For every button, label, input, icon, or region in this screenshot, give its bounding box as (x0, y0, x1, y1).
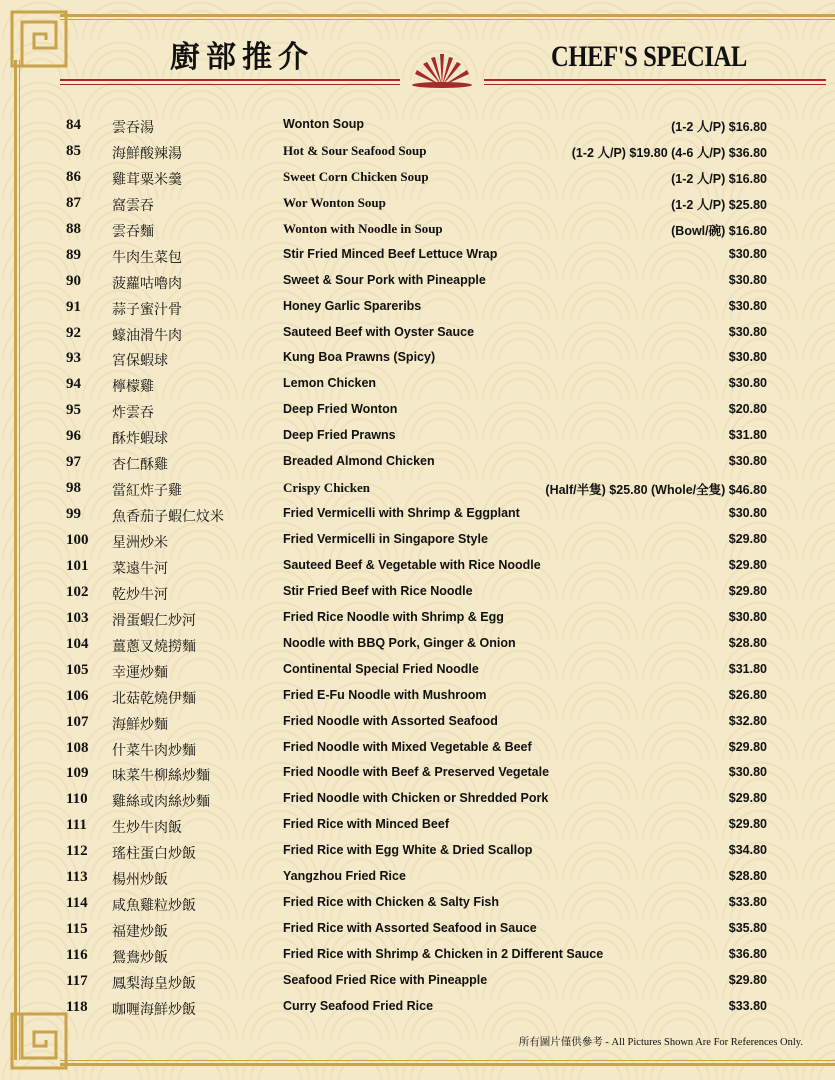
menu-item-chinese-name: 福建炒飯 (112, 924, 168, 941)
menu-item-row (0, 528, 835, 554)
menu-item-price: $29.80 (728, 739, 767, 754)
menu-item-row (0, 761, 835, 787)
menu-item-row (0, 736, 835, 762)
menu-item-price: $30.80 (728, 765, 767, 780)
menu-item-price: $29.80 (728, 532, 767, 546)
menu-item-row (0, 865, 835, 891)
menu-item-english-name: Breaded Almond Chicken (283, 454, 435, 469)
menu-item-chinese-name: 檸檬雞 (112, 379, 154, 396)
menu-item-price: $30.80 (728, 350, 767, 365)
menu-item-price: $30.80 (728, 246, 767, 261)
menu-item-price: $30.80 (728, 272, 767, 287)
menu-item-english-name: Sauteed Beef & Vegetable with Rice Noodle (283, 557, 541, 572)
menu-item-english-name: Curry Seafood Fried Rice (283, 998, 434, 1013)
menu-item-row (0, 606, 835, 632)
menu-item-price: $30.80 (728, 454, 767, 469)
menu-item-price: $26.80 (728, 687, 767, 702)
menu-item-english-name: Noodle with BBQ Pork, Ginger & Onion (283, 635, 516, 650)
menu-item-number: 94 (66, 376, 81, 393)
frame-border-bottom (60, 1063, 835, 1066)
menu-item-number: 111 (66, 817, 87, 834)
menu-item-english-name: Fried Rice with Shrimp & Chicken in 2 Different Sauce (283, 947, 604, 961)
menu-item-english-name: Fried Noodle with Assorted Seafood (283, 713, 498, 728)
menu-item-english-name: Wonton Soup (283, 117, 364, 131)
menu-item-price: (1-2 人/P) $16.80 (671, 171, 767, 186)
menu-item-number: 105 (66, 661, 89, 678)
menu-item-number: 88 (66, 220, 81, 237)
menu-item-price: $29.80 (728, 817, 767, 832)
menu-item-english-name: Kung Boa Prawns (Spicy) (283, 350, 436, 365)
menu-item-price: $32.80 (728, 713, 767, 728)
menu-item-number: 86 (66, 168, 81, 185)
menu-list (0, 113, 835, 1021)
menu-item-english-name: Fried Rice with Minced Beef (283, 817, 450, 832)
menu-item-chinese-name: 宮保蝦球 (112, 353, 168, 370)
menu-item-number: 117 (66, 972, 88, 989)
menu-item-chinese-name: 海鮮酸辣湯 (112, 145, 182, 162)
menu-item-price: $30.80 (728, 298, 767, 313)
menu-item-english-name: Continental Special Fried Noodle (283, 661, 479, 676)
menu-item-chinese-name: 鳳梨海皇炒飯 (112, 975, 196, 992)
page-title-english: CHEF'S SPECIAL (551, 40, 747, 73)
frame-border-top-inner (60, 19, 835, 20)
menu-item-number: 115 (66, 921, 88, 938)
menu-item-row (0, 684, 835, 710)
menu-item-price: $36.80 (728, 947, 767, 961)
menu-item-english-name: Fried E-Fu Noodle with Mushroom (283, 687, 487, 702)
menu-item-chinese-name: 菠蘿咕嚕肉 (112, 275, 182, 292)
frame-border-top (60, 14, 835, 17)
header-divider-right (484, 79, 826, 81)
menu-item-price: (1-2 人/P) $19.80 (4-6 人/P) $36.80 (571, 145, 767, 160)
menu-item-chinese-name: 咸魚雞粒炒飯 (112, 898, 196, 915)
menu-item-row (0, 191, 835, 217)
menu-item-number: 102 (66, 583, 89, 600)
menu-item-row (0, 450, 835, 476)
menu-item-chinese-name: 星洲炒米 (112, 535, 168, 551)
menu-item-english-name: Yangzhou Fried Rice (283, 869, 406, 884)
menu-item-price: $35.80 (728, 921, 767, 936)
menu-item-number: 85 (66, 142, 81, 159)
menu-item-row (0, 295, 835, 321)
menu-item-price: $29.80 (728, 557, 767, 572)
menu-item-row (0, 346, 835, 372)
menu-item-number: 113 (66, 869, 88, 886)
menu-item-number: 109 (66, 765, 89, 782)
menu-item-chinese-name: 楊州炒飯 (112, 872, 168, 889)
menu-item-number: 108 (66, 739, 89, 756)
menu-item-row (0, 139, 835, 165)
menu-item-english-name: Deep Fried Wonton (283, 402, 398, 417)
menu-item-english-name: Stir Fried Beef with Rice Noodle (283, 583, 473, 598)
menu-item-chinese-name: 生炒牛肉飯 (112, 820, 182, 837)
menu-item-row (0, 165, 835, 191)
menu-item-number: 100 (66, 532, 89, 548)
menu-item-price: (1-2 人/P) $25.80 (671, 197, 767, 212)
menu-item-number: 87 (66, 194, 81, 211)
menu-item-chinese-name: 酥炸蝦球 (112, 431, 168, 448)
menu-item-price: (Half/半隻) $25.80 (Whole/全隻) $46.80 (545, 483, 767, 498)
menu-item-row (0, 969, 835, 995)
menu-item-chinese-name: 雲吞麵 (112, 223, 154, 240)
menu-item-english-name: Fried Noodle with Beef & Preserved Vegetale (283, 765, 550, 780)
menu-item-english-name: Fried Rice with Assorted Seafood in Sauce (283, 921, 537, 936)
menu-item-row (0, 580, 835, 606)
menu-item-number: 104 (66, 635, 89, 652)
menu-item-number: 112 (66, 843, 88, 860)
menu-item-number: 103 (66, 609, 89, 626)
menu-item-row (0, 995, 835, 1021)
menu-item-english-name: Deep Fried Prawns (283, 428, 396, 443)
menu-item-chinese-name: 幸運炒麵 (112, 664, 168, 681)
menu-item-english-name: Sweet & Sour Pork with Pineapple (283, 272, 486, 287)
menu-item-chinese-name: 雲吞湯 (112, 120, 154, 136)
menu-item-price: $30.80 (728, 609, 767, 624)
menu-item-price: $29.80 (728, 583, 767, 598)
menu-item-row (0, 243, 835, 269)
menu-item-number: 98 (66, 480, 81, 497)
menu-item-number: 118 (66, 998, 88, 1015)
menu-item-number: 89 (66, 246, 81, 263)
menu-item-english-name: Seafood Fried Rice with Pineapple (283, 972, 488, 987)
menu-item-chinese-name: 蠔油滑牛肉 (112, 327, 182, 344)
menu-item-english-name: Fried Noodle with Mixed Vegetable & Beef (283, 739, 532, 754)
menu-item-english-name: Fried Vermicelli with Shrimp & Eggplant (283, 506, 520, 521)
menu-item-english-name: Fried Rice with Chicken & Salty Fish (283, 895, 500, 910)
menu-item-chinese-name: 味菜牛柳絲炒麵 (112, 768, 210, 785)
menu-item-price: (1-2 人/P) $16.80 (671, 120, 767, 134)
menu-item-row (0, 113, 835, 139)
fret-corner-ornament-top-left (8, 8, 70, 70)
menu-item-english-name: Honey Garlic Spareribs (283, 298, 422, 313)
menu-item-chinese-name: 什菜牛肉炒麵 (112, 742, 196, 759)
menu-item-row (0, 917, 835, 943)
menu-item-number: 91 (66, 298, 81, 315)
menu-item-row (0, 321, 835, 347)
menu-item-price: $31.80 (728, 661, 767, 676)
menu-item-row (0, 891, 835, 917)
menu-item-number: 99 (66, 506, 81, 523)
menu-item-row (0, 398, 835, 424)
menu-item-english-name: Fried Noodle with Chicken or Shredded Pork (283, 791, 549, 806)
menu-item-row (0, 424, 835, 450)
menu-item-number: 93 (66, 350, 81, 367)
menu-item-chinese-name: 海鮮炒麵 (112, 716, 168, 733)
menu-item-english-name: Stir Fried Minced Beef Lettuce Wrap (283, 246, 498, 261)
menu-item-english-name: Fried Rice Noodle with Shrimp & Egg (283, 609, 504, 624)
menu-item-number: 106 (66, 687, 89, 704)
menu-item-number: 110 (66, 791, 88, 808)
menu-item-chinese-name: 菜遠牛河 (112, 560, 168, 577)
menu-item-row (0, 813, 835, 839)
frame-border-bottom-inner (60, 1060, 835, 1061)
menu-item-price: $20.80 (728, 402, 767, 417)
menu-item-english-name: Fried Rice with Egg White & Dried Scallop (283, 843, 533, 858)
menu-item-chinese-name: 薑蔥叉燒撈麵 (112, 638, 196, 655)
menu-item-english-name: Hot & Sour Seafood Soup (283, 142, 427, 158)
menu-item-number: 101 (66, 557, 89, 574)
header-divider-right-thin (484, 84, 826, 85)
menu-item-chinese-name: 北菇乾燒伊麵 (112, 690, 196, 707)
menu-item-row (0, 554, 835, 580)
menu-item-chinese-name: 牛肉生菜包 (112, 249, 182, 266)
menu-item-price: $34.80 (728, 843, 767, 858)
menu-item-chinese-name: 滑蛋蝦仁炒河 (112, 612, 196, 629)
menu-item-number: 90 (66, 272, 81, 289)
menu-item-chinese-name: 雞絲或肉絲炒麵 (112, 794, 210, 811)
menu-item-chinese-name: 瑤柱蛋白炒飯 (112, 846, 196, 863)
menu-item-row (0, 476, 835, 502)
menu-item-price: $29.80 (728, 972, 767, 987)
menu-item-chinese-name: 杏仁酥雞 (112, 457, 168, 474)
menu-item-chinese-name: 當紅炸子雞 (112, 483, 182, 500)
menu-item-chinese-name: 乾炒牛河 (112, 586, 168, 603)
menu-item-chinese-name: 雞茸粟米羹 (112, 171, 182, 188)
menu-item-row (0, 502, 835, 528)
menu-item-english-name: Fried Vermicelli in Singapore Style (283, 532, 488, 546)
menu-item-row (0, 839, 835, 865)
menu-item-price: $33.80 (728, 895, 767, 910)
menu-item-price: $28.80 (728, 869, 767, 884)
menu-item-chinese-name: 魚香茄子蝦仁炆米 (112, 509, 224, 526)
menu-item-number: 84 (66, 117, 81, 133)
menu-item-price: $30.80 (728, 324, 767, 339)
menu-item-row (0, 217, 835, 243)
menu-item-price: $31.80 (728, 428, 767, 443)
menu-item-price: $30.80 (728, 506, 767, 521)
menu-item-english-name: Wonton with Noodle in Soup (283, 220, 443, 236)
menu-item-row (0, 658, 835, 684)
page-title-chinese: 廚部推介 (170, 40, 314, 75)
menu-item-row (0, 372, 835, 398)
menu-item-number: 95 (66, 402, 81, 419)
menu-item-chinese-name: 咖喱海鮮炒飯 (112, 1001, 196, 1018)
menu-item-row (0, 943, 835, 969)
menu-item-price: $28.80 (728, 635, 767, 650)
menu-item-english-name: Sweet Corn Chicken Soup (283, 168, 429, 184)
menu-item-chinese-name: 鴛鴦炒飯 (112, 950, 168, 966)
menu-item-number: 116 (66, 947, 88, 963)
menu-item-price: (Bowl/碗) $16.80 (671, 223, 767, 238)
menu-item-row (0, 269, 835, 295)
menu-item-price: $33.80 (728, 998, 767, 1013)
menu-item-chinese-name: 窩雲吞 (112, 197, 154, 214)
menu-item-english-name: Lemon Chicken (283, 376, 377, 391)
menu-item-row (0, 787, 835, 813)
menu-item-price: $30.80 (728, 376, 767, 391)
menu-item-number: 114 (66, 895, 88, 912)
menu-item-price: $29.80 (728, 791, 767, 806)
menu-item-english-name: Wor Wonton Soup (283, 194, 386, 210)
menu-item-row (0, 632, 835, 658)
menu-item-chinese-name: 蒜子蜜汁骨 (112, 301, 182, 318)
menu-item-chinese-name: 炸雲吞 (112, 405, 154, 422)
menu-item-number: 97 (66, 454, 81, 471)
fan-ornament-icon (403, 52, 481, 88)
menu-item-english-name: Sauteed Beef with Oyster Sauce (283, 324, 475, 339)
footer-disclaimer: 所有圖片僅供參考 - All Pictures Shown Are For References Only. (518, 1037, 803, 1048)
menu-item-number: 92 (66, 324, 81, 341)
menu-item-english-name: Crispy Chicken (283, 480, 371, 496)
menu-item-number: 107 (66, 713, 89, 730)
header-divider-left (60, 79, 400, 81)
menu-item-row (0, 710, 835, 736)
header-divider-left-thin (60, 84, 400, 85)
menu-item-number: 96 (66, 428, 81, 445)
